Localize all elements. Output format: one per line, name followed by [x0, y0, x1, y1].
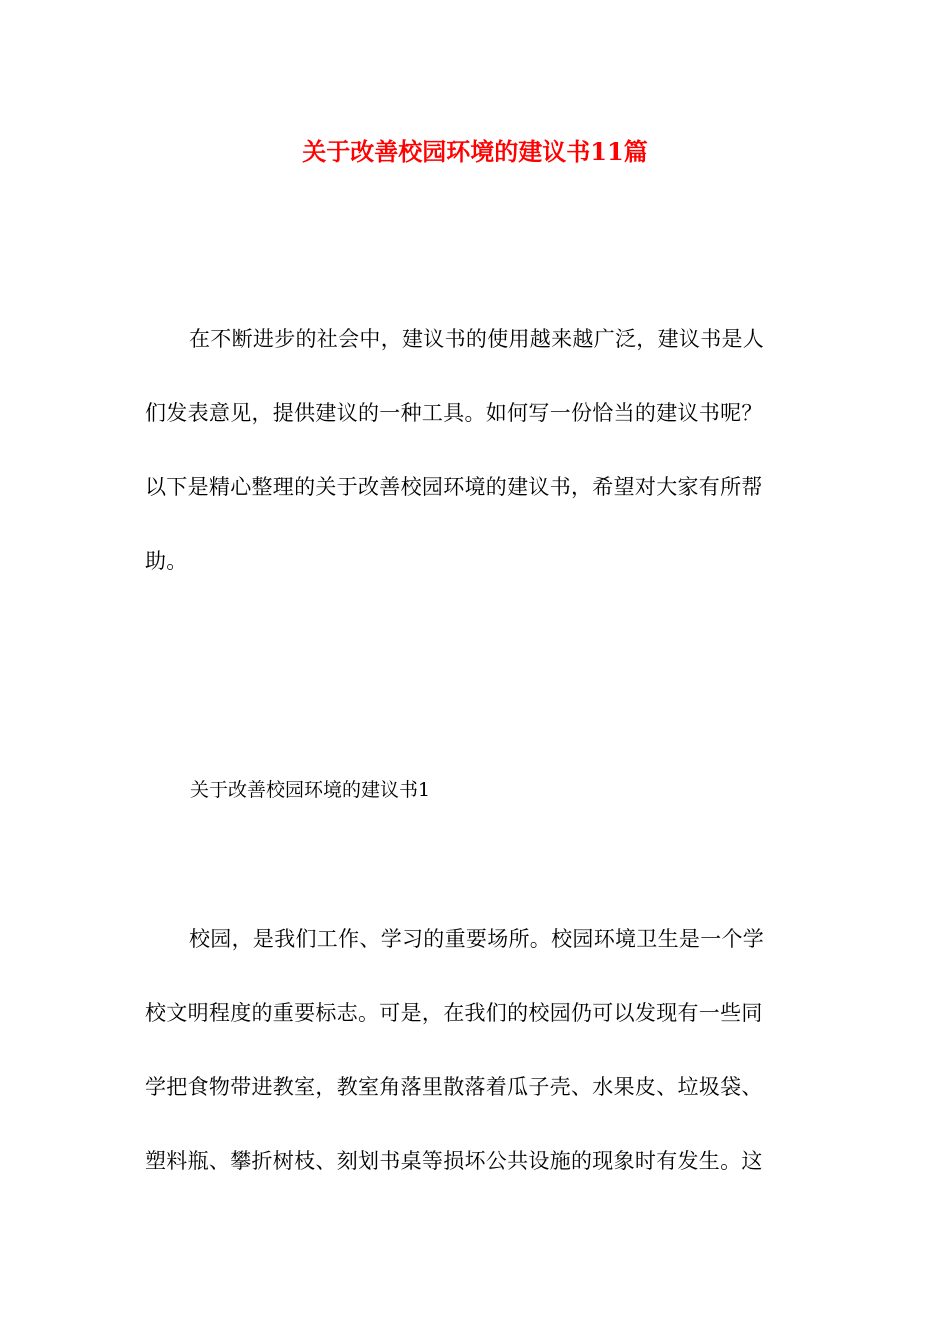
- body-paragraph: [145, 902, 810, 1198]
- section-heading: 关于改善校园环境的建议书1: [190, 779, 431, 801]
- intro-line-4: 助。: [145, 549, 188, 573]
- intro-line-3: 以下是精心整理的关于改善校园环境的建议书，希望对大家有所帮: [145, 475, 763, 499]
- intro-line-2: 们发表意见，提供建议的一种工具。如何写一份恰当的建议书呢？: [145, 401, 763, 425]
- body-line-4: 塑料瓶、攀折树枝、刻划书桌等损坏公共设施的现象时有发生。这: [145, 1149, 763, 1173]
- body-line-3: 学把食物带进教室，教室角落里散落着瓜子壳、水果皮、垃圾袋、: [145, 1075, 763, 1099]
- intro-paragraph: [145, 302, 810, 598]
- body-line-1: 校园，是我们工作、学习的重要场所。校园环境卫生是一个学: [189, 927, 765, 951]
- document-title: 关于改善校园环境的建议书11篇: [302, 137, 648, 166]
- body-line-2: 校文明程度的重要标志。可是，在我们的校园仍可以发现有一些同: [145, 1001, 763, 1025]
- intro-line-1: 在不断进步的社会中，建议书的使用越来越广泛，建议书是人: [189, 327, 765, 351]
